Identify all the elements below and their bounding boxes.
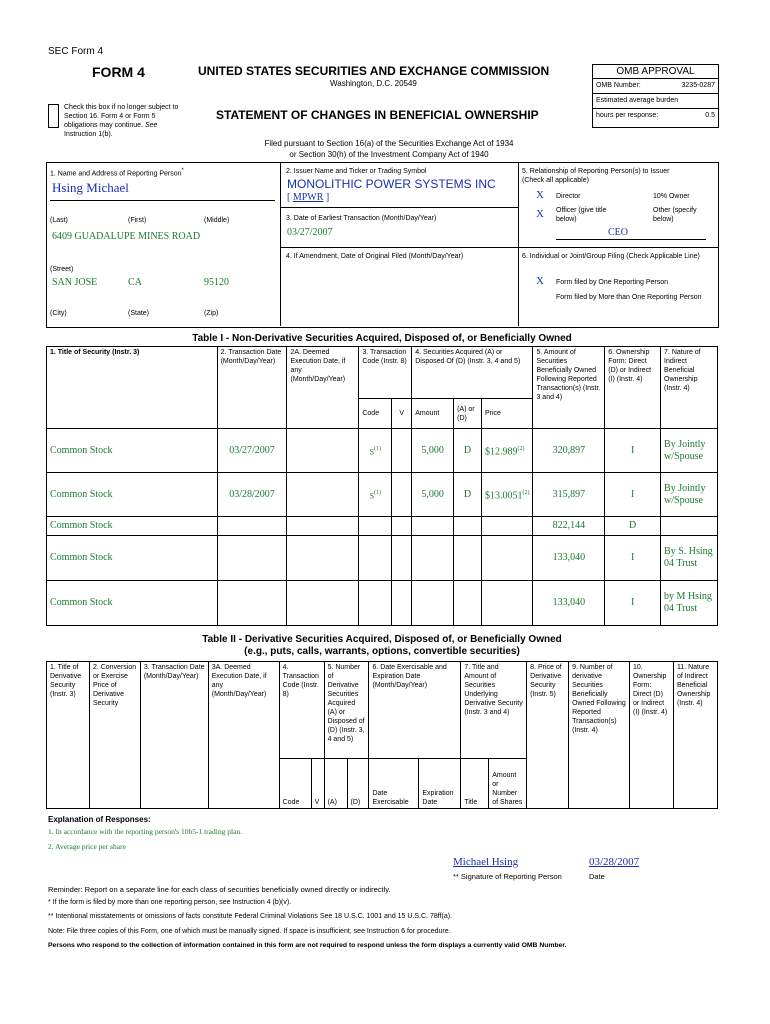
t1-price: $12.989$^{(2)}$ (481, 429, 533, 473)
omb-number-row: OMB Number: 3235-0287 (593, 79, 718, 94)
footnote-2: 2. Average price per share (48, 842, 126, 851)
t1-form: I (605, 473, 661, 517)
t1-owned: 133,040 (533, 581, 605, 626)
zip: 95120 (204, 277, 229, 288)
t2-h11: 11. Nature of Indirect Beneficial Ownership (Instr. 4) (673, 662, 717, 809)
t2-h7: 7. Title and Amount of Securities Underlying Derivative Security (Instr. 3 and 4) (461, 662, 527, 759)
box1-label: 1. Name and Address of Reporting Person* (50, 168, 184, 178)
first-label: (First) (128, 217, 147, 224)
street-address: 6409 GUADALUPE MINES ROAD (52, 231, 201, 242)
table-row (47, 473, 718, 517)
t1-h7: 7. Nature of Indirect Beneficial Ownership (Instr. 4) (661, 347, 718, 429)
t2-title-h: Title (461, 759, 489, 809)
t1-aord-h: (A) or (D) (454, 399, 482, 429)
omb-approval-box (592, 64, 719, 128)
burden-row: Estimated average burden (593, 94, 718, 109)
table1-non-derivative (46, 346, 718, 626)
one-person-label: Form filed by One Reporting Person (556, 279, 669, 286)
t1-owned: 315,897 (533, 473, 605, 517)
t1-ad: D (454, 429, 482, 473)
t1-h2: 2. Transaction Date (Month/Day/Year) (217, 347, 287, 429)
t1-owned: 133,040 (533, 536, 605, 581)
file-note: Note: File three copies of this Form, one of which must be manually signed. If space is insufficient, see Instruction 6 for procedure. (48, 928, 451, 935)
box4-label: 4. If Amendment, Date of Original Filed (Month/Day/Year) (286, 253, 464, 260)
footnote-1: 1. In accordance with the reporting person's 10b5-1 trading plan. (48, 827, 243, 836)
checkbox-instruction: Check this box if no longer subject to Section 16. Form 4 or Form 5 obligations may continue. See Instruction 1(b). (64, 104, 179, 138)
t1-h3: 3. Transaction Code (Instr. 8) (359, 347, 412, 399)
t1-owned: 822,144 (533, 517, 605, 536)
t1-ad: D (454, 473, 482, 517)
box3-label: 3. Date of Earliest Transaction (Month/Day/Year) (286, 215, 437, 222)
t1-price-h: Price (481, 399, 533, 429)
earliest-transaction-date: 03/27/2007 (287, 227, 333, 238)
t2-exp-h: Expiration Date (419, 759, 461, 809)
t2-amount-h: Amount or Number of Shares (489, 759, 527, 809)
form-title: FORM 4 (92, 64, 145, 80)
t2-h4: 4. Transaction Code (Instr. 8) (279, 662, 324, 759)
other-label: Other (specify below) (653, 207, 697, 223)
t1-code: $S^{(1)}$ (359, 473, 392, 517)
no-longer-subject-checkbox[interactable] (48, 104, 59, 128)
middle-label: (Middle) (204, 217, 230, 224)
t1-form: I (605, 536, 661, 581)
t1-date: 03/27/2007 (217, 429, 287, 473)
reporting-person-name: Hsing Michael (52, 180, 129, 195)
filed-pursuant: Filed pursuant to Section 16(a) of the Securities Exchange Act of 1934 or Section 30(h) of the Investment Company Act of 1940 (264, 139, 514, 159)
table-row (47, 517, 718, 536)
t1-v-h: V (392, 399, 412, 429)
state: CA (128, 277, 142, 288)
t1-amount-h: Amount (412, 399, 454, 429)
t2-h9: 9. Number of derivative Securities Beneficially Owned Following Reported Transaction(s) (Instr. 4) (569, 662, 630, 809)
table2-title: Table II - Derivative Securities Acquired, Disposed of, or Beneficially Owned (e.g., puts, calls, warrants, options, convertible securities) (202, 634, 562, 657)
one-person-mark[interactable]: X (536, 275, 544, 287)
sec-form-label: SEC Form 4 (48, 46, 104, 57)
box2-label: 2. Issuer Name and Ticker or Trading Symbol (286, 168, 427, 175)
t2-h6: 6. Date Exercisable and Expiration Date (Month/Day/Year) (369, 662, 461, 759)
t1-title: Common Stock (47, 517, 218, 536)
t2-v-h: V (311, 759, 324, 809)
ticker-symbol: [ MPWR ] (287, 192, 330, 203)
ten-percent-owner-label: 10% Owner (653, 193, 690, 200)
t1-h1: 1. Title of Security (Instr. 3) (47, 347, 218, 429)
t1-nature: By S. Hsing 04 Trust (661, 536, 718, 581)
t1-price: $13.0051$^{(2)}$ (481, 473, 533, 517)
issuer-name: MONOLITHIC POWER SYSTEMS INC (287, 177, 496, 191)
t1-h2a: 2A. Deemed Execution Date, if any (Month/Day/Year) (287, 347, 359, 429)
t1-amount: 5,000 (412, 429, 454, 473)
t2-h1: 1. Title of Derivative Security (Instr. 3) (47, 662, 90, 809)
more-person-label: Form filed by More than One Reporting Person (556, 294, 702, 301)
city: SAN JOSE (52, 277, 98, 288)
t2-h5: 5. Number of Derivative Securities Acquired (A) or Disposed of (D) (Instr. 3, 4 and 5) (324, 662, 369, 759)
t1-form: D (605, 517, 661, 536)
t2-a-h: (A) (324, 759, 347, 809)
t2-h10: 10. Ownership Form: Direct (D) or Indirect (I) (Instr. 4) (629, 662, 673, 809)
t2-h3a: 3A. Deemed Execution Date, if any (Month/Day/Year) (208, 662, 279, 809)
t1-owned: 320,897 (533, 429, 605, 473)
table1-title: Table I - Non-Derivative Securities Acquired, Disposed of, or Beneficially Owned (192, 333, 572, 344)
last-label: (Last) (50, 217, 68, 224)
t2-date-ex-h: Date Exercisable (369, 759, 419, 809)
signature-name: Michael Hsing (453, 856, 519, 868)
state-label: (State) (128, 310, 150, 317)
table-row (47, 581, 718, 626)
commission-title: UNITED STATES SECURITIES AND EXCHANGE COMMISSION (198, 64, 550, 78)
t2-code-h: Code (279, 759, 311, 809)
city-label: (City) (50, 310, 67, 317)
signature-label: ** Signature of Reporting Person (453, 872, 562, 881)
box6-label: 6. Individual or Joint/Group Filing (Check Applicable Line) (522, 253, 700, 260)
director-mark[interactable]: X (536, 189, 544, 201)
t1-h6: 6. Ownership Form: Direct (D) or Indirect (I) (Instr. 4) (605, 347, 661, 429)
reminder: Reminder: Report on a separate line for each class of securities beneficially owned directly or indirectly. (48, 885, 391, 894)
t1-form: I (605, 581, 661, 626)
hours-row: hours per response: 0.5 (596, 112, 715, 119)
t1-code: $S^{(1)}$ (359, 429, 392, 473)
box5-label: 5. Relationship of Reporting Person(s) to Issuer (Check all applicable) (522, 168, 670, 184)
t1-title: Common Stock (47, 429, 218, 473)
t1-nature: By Jointly w/Spouse (661, 473, 718, 517)
t1-title: Common Stock (47, 536, 218, 581)
t2-h3: 3. Transaction Date (Month/Day/Year) (140, 662, 208, 809)
t1-h5: 5. Amount of Securities Beneficially Owned Following Reported Transaction(s) (Instr. 3 and 4) (533, 347, 605, 429)
officer-mark[interactable]: X (536, 208, 544, 220)
star-note-2: ** Intentional misstatements or omissions of facts constitute Federal Criminal Violations See 18 U.S.C. 1001 and 15 U.S.C. 78ff(a). (48, 913, 452, 920)
date-label: Date (589, 872, 605, 881)
omb-title: OMB APPROVAL (593, 65, 718, 79)
signature-date: 03/28/2007 (589, 856, 640, 868)
street-label: (Street) (50, 266, 74, 273)
t1-nature: by M Hsing 04 Trust (661, 581, 718, 626)
omb-persons-note: Persons who respond to the collection of information contained in this form are not required to respond unless the form displays a currently valid OMB Number. (48, 942, 567, 949)
table-row (47, 429, 718, 473)
star-note-1: * If the form is filed by more than one reporting person, see Instruction 4 (b)(v). (48, 899, 292, 906)
t1-title: Common Stock (47, 581, 218, 626)
director-label: Director (556, 193, 581, 200)
t1-date: 03/28/2007 (217, 473, 287, 517)
statement-title: STATEMENT OF CHANGES IN BENEFICIAL OWNERSHIP (216, 108, 539, 122)
t1-code-h: Code (359, 399, 392, 429)
t1-title: Common Stock (47, 473, 218, 517)
t2-h2: 2. Conversion or Exercise Price of Derivative Security (89, 662, 140, 809)
t1-nature: By Jointly w/Spouse (661, 429, 718, 473)
table-row (47, 536, 718, 581)
location: Washington, D.C. 20549 (330, 79, 417, 88)
officer-label: Officer (give title below) (556, 207, 607, 223)
t2-h8: 8. Price of Derivative Security (Instr. 5) (527, 662, 569, 809)
t2-d-h: (D) (347, 759, 369, 809)
officer-title: CEO (608, 227, 628, 238)
t1-form: I (605, 429, 661, 473)
t1-amount: 5,000 (412, 473, 454, 517)
zip-label: (Zip) (204, 310, 219, 317)
explanation-label: Explanation of Responses: (48, 815, 151, 824)
table2-derivative (46, 661, 718, 809)
t1-h4: 4. Securities Acquired (A) or Disposed Of (D) (Instr. 3, 4 and 5) (412, 347, 533, 399)
